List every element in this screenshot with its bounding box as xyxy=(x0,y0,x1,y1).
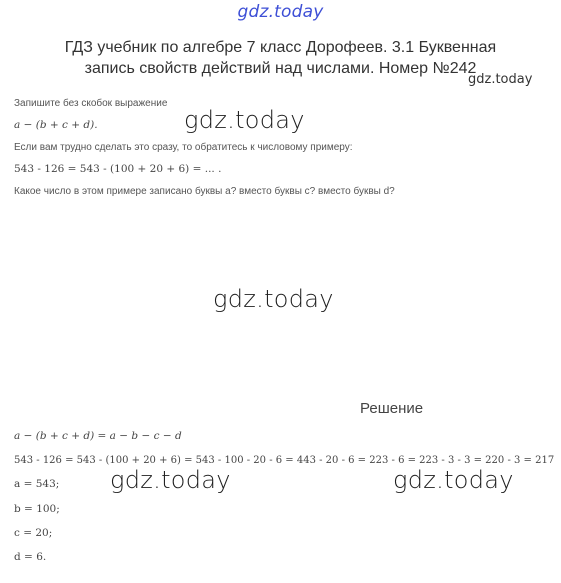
solution-identity: a − (b + c + d) = a − b − c − d xyxy=(14,430,182,442)
watermark-solution-left: gdz.today xyxy=(110,466,231,494)
watermark-solution-right: gdz.today xyxy=(393,466,514,494)
watermark-task: gdz.today xyxy=(184,106,305,134)
task-question: Какое число в этом примере записано буквы a? вместо буквы c? вместо буквы d? xyxy=(14,186,395,197)
page-title-line-1: ГДЗ учебник по алгебре 7 класс Дорофеев. 3.1 Буквенная xyxy=(64,39,497,56)
solution-value-c: c = 20; xyxy=(14,527,53,539)
watermark-middle: gdz.today xyxy=(213,285,334,313)
task-numeric-example: 543 - 126 = 543 - (100 + 20 + 6) = ... . xyxy=(14,163,222,175)
solution-calculation: 543 - 126 = 543 - (100 + 20 + 6) = 543 - 100 - 20 - 6 = 443 - 20 - 6 = 223 - 6 = 223 - 3 - 3 = 220 - 3 = 217 xyxy=(14,455,555,466)
solution-value-d: d = 6. xyxy=(14,551,47,563)
site-brand-logo[interactable]: gdz.today xyxy=(237,2,324,22)
task-instruction: Запишите без скобок выражение xyxy=(14,98,168,109)
solution-value-a: a = 543; xyxy=(14,478,60,490)
solution-value-b: b = 100; xyxy=(14,503,60,515)
solution-heading: Решение xyxy=(360,400,424,417)
watermark-small: gdz.today xyxy=(468,72,533,87)
page-title-line-2: запись свойств действий над числами. Номер №242 xyxy=(84,60,477,77)
task-hint: Если вам трудно сделать это сразу, то обратитесь к числовому примеру: xyxy=(14,142,353,153)
task-expression: a − (b + c + d). xyxy=(14,119,98,131)
